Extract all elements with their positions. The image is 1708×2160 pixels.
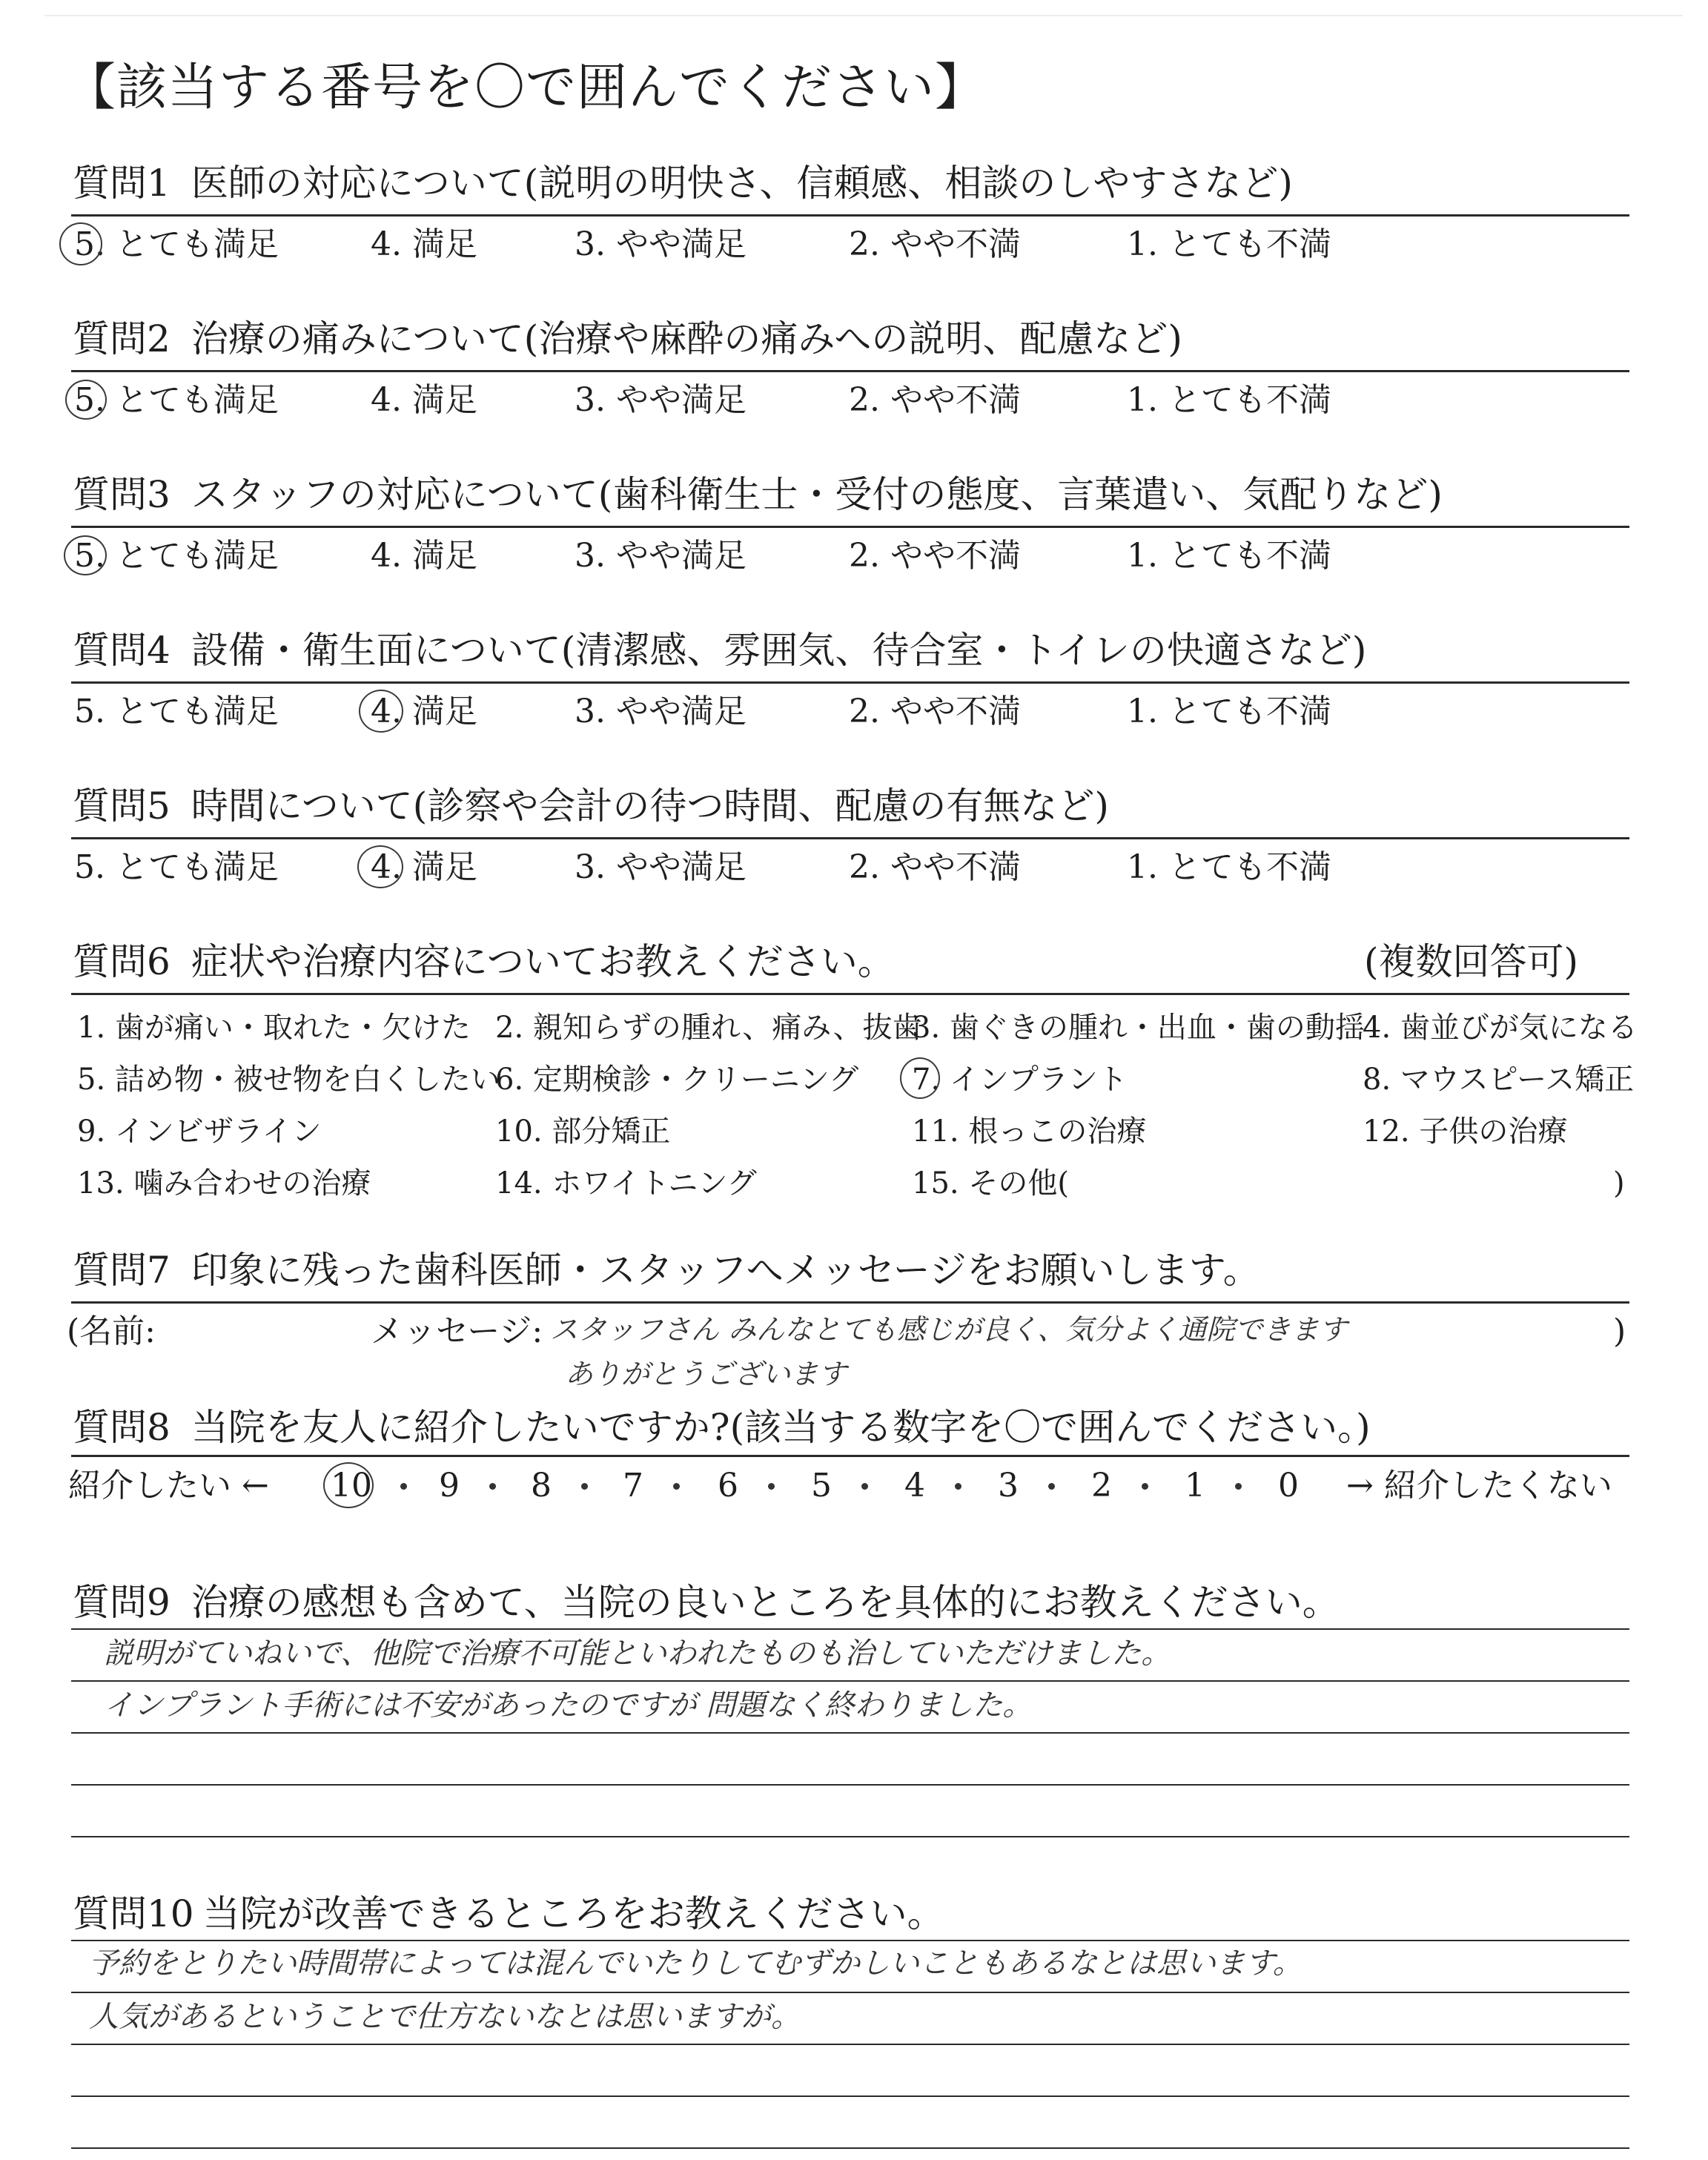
hand-drawn-circle xyxy=(900,1057,940,1099)
top-border xyxy=(44,15,1683,16)
q5-option-1[interactable]: 1. とても不満 xyxy=(1127,848,1331,886)
q6-item-9[interactable]: 9. インビザライン xyxy=(77,1114,322,1149)
q6-item-13[interactable]: 13. 噛み合わせの治療 xyxy=(77,1166,371,1200)
question-number: 質問5 xyxy=(73,785,171,828)
q2-option-4[interactable]: 4. 満足 xyxy=(371,381,477,419)
scale-option-0[interactable]: 0 xyxy=(1278,1467,1299,1505)
question-text: 設備・衛生面について(清潔感、雰囲気、待合室・トイレの快適さなど) xyxy=(191,629,1367,672)
q6-item-15[interactable]: 15. その他( xyxy=(912,1166,1069,1200)
question-number: 質問3 xyxy=(73,473,171,516)
scale-right-label: → 紹介したくない xyxy=(1346,1467,1612,1505)
q1-option-3[interactable]: 3. やや満足 xyxy=(575,225,747,263)
question-number: 質問9 xyxy=(73,1581,171,1624)
question-2-rule xyxy=(71,370,1629,372)
answer-line xyxy=(71,1784,1629,1786)
q3-option-5[interactable]: 5. とても満足 xyxy=(74,537,279,575)
scale-separator xyxy=(768,1483,775,1490)
instruction-header: 【該当する番号を〇で囲んでください】 xyxy=(65,59,987,117)
question-3-rule xyxy=(71,526,1629,528)
scale-option-3[interactable]: 3 xyxy=(998,1467,1019,1505)
q6-item-3[interactable]: 3. 歯ぐきの腫れ・出血・歯の動揺 xyxy=(912,1011,1365,1045)
scale-separator xyxy=(1048,1483,1055,1490)
q6-other-close-paren: ) xyxy=(1613,1166,1625,1200)
message-close-paren: ) xyxy=(1613,1312,1626,1350)
question-10-title xyxy=(73,1892,944,1935)
q1-option-5[interactable]: 5. とても満足 xyxy=(74,225,279,263)
q2-option-1[interactable]: 1. とても不満 xyxy=(1127,381,1331,419)
question-7-rule xyxy=(71,1301,1629,1304)
question-5-title xyxy=(73,785,1109,828)
question-number: 質問8 xyxy=(73,1406,171,1449)
q2-option-2[interactable]: 2. やや不満 xyxy=(849,381,1021,419)
scale-separator xyxy=(1142,1483,1148,1490)
scale-option-6[interactable]: 6 xyxy=(718,1467,738,1505)
q3-option-1[interactable]: 1. とても不満 xyxy=(1127,537,1331,575)
question-text: スタッフの対応について(歯科衛生士・受付の態度、言葉遣い、気配りなど) xyxy=(191,473,1443,516)
scale-separator xyxy=(400,1483,407,1490)
q4-option-5[interactable]: 5. とても満足 xyxy=(74,693,279,730)
scale-separator xyxy=(861,1483,868,1490)
hand-drawn-circle xyxy=(65,380,107,420)
q2-option-5[interactable]: 5. とても満足 xyxy=(74,381,279,419)
scale-option-7[interactable]: 7 xyxy=(623,1467,643,1505)
scale-separator xyxy=(581,1483,588,1490)
q1-option-4[interactable]: 4. 満足 xyxy=(371,225,477,263)
handwritten-answer-line-1: 説明がていねいで、他院で治療不可能といわれたものも治していただけました。 xyxy=(104,1636,1171,1671)
q3-option-4[interactable]: 4. 満足 xyxy=(371,537,477,575)
scale-separator xyxy=(955,1483,961,1490)
question-9-title xyxy=(73,1581,1340,1624)
question-text: 印象に残った歯科医師・スタッフへメッセージをお願いします。 xyxy=(191,1249,1260,1292)
scale-option-2[interactable]: 2 xyxy=(1091,1467,1112,1505)
question-number: 質問10 xyxy=(73,1892,194,1935)
q6-item-11[interactable]: 11. 根っこの治療 xyxy=(912,1114,1147,1149)
question-number: 質問1 xyxy=(73,162,171,205)
question-1-rule xyxy=(71,214,1629,217)
question-text: 医師の対応について(説明の明快さ、信頼感、相談のしやすさなど) xyxy=(191,162,1293,205)
question-text: 当院が改善できるところをお教えください。 xyxy=(202,1892,944,1935)
question-number: 質問6 xyxy=(73,940,171,983)
q6-item-14[interactable]: 14. ホワイトニング xyxy=(495,1166,757,1200)
q6-item-7[interactable]: 7. インプラント xyxy=(912,1063,1128,1097)
handwritten-message-line-1: スタッフさん みんなとても感じが良く、気分よく通院できます xyxy=(550,1313,1348,1346)
q6-item-12[interactable]: 12. 子供の治療 xyxy=(1363,1114,1568,1149)
handwritten-message-line-2: ありがとうございます xyxy=(565,1358,847,1390)
question-4-rule xyxy=(71,681,1629,684)
scale-option-8[interactable]: 8 xyxy=(531,1467,552,1505)
question-text: 治療の痛みについて(治療や麻酔の痛みへの説明、配慮など) xyxy=(191,317,1182,360)
q6-item-1[interactable]: 1. 歯が痛い・取れた・欠けた xyxy=(77,1011,471,1045)
question-4-title xyxy=(73,629,1367,672)
hand-drawn-circle xyxy=(64,535,107,575)
question-number: 質問2 xyxy=(73,317,171,360)
scale-option-5[interactable]: 5 xyxy=(811,1467,832,1505)
answer-line xyxy=(71,2044,1629,2045)
question-text: 症状や治療内容についてお教えください。 xyxy=(191,940,895,983)
q3-option-2[interactable]: 2. やや不満 xyxy=(849,537,1021,575)
scale-separator xyxy=(1235,1483,1242,1490)
hand-drawn-circle xyxy=(357,845,403,888)
q4-option-2[interactable]: 2. やや不満 xyxy=(849,693,1021,730)
question-text: 当院を友人に紹介したいですか?(該当する数字を〇で囲んでください。) xyxy=(191,1406,1371,1449)
question-7-title xyxy=(73,1249,1260,1292)
question-6-rule xyxy=(71,993,1629,995)
scale-left-label: 紹介したい ← xyxy=(68,1467,269,1505)
answer-line xyxy=(71,1628,1629,1630)
q6-item-5[interactable]: 5. 詰め物・被せ物を白くしたい xyxy=(77,1063,500,1097)
q2-option-3[interactable]: 3. やや満足 xyxy=(575,381,747,419)
message-label: メッセージ: xyxy=(371,1312,543,1350)
answer-line xyxy=(71,1992,1629,1993)
q6-item-2[interactable]: 2. 親知らずの腫れ、痛み、抜歯 xyxy=(495,1011,922,1045)
q4-option-4[interactable]: 4. 満足 xyxy=(371,693,477,730)
q4-option-1[interactable]: 1. とても不満 xyxy=(1127,693,1331,730)
answer-line xyxy=(71,1680,1629,1682)
q6-item-8[interactable]: 8. マウスピース矯正 xyxy=(1363,1063,1635,1097)
q1-option-2[interactable]: 2. やや不満 xyxy=(849,225,1021,263)
answer-line xyxy=(71,2147,1629,2149)
handwritten-answer-line-1: 予約をとりたい時間帯によっては混んでいたりしてむずかしいこともあるなとは思います。 xyxy=(89,1946,1302,1981)
scale-option-10[interactable]: 10 xyxy=(331,1467,372,1505)
answer-line xyxy=(71,2095,1629,2097)
scale-separator xyxy=(489,1483,496,1490)
q6-item-4[interactable]: 4. 歯並びが気になる xyxy=(1363,1011,1638,1045)
question-number: 質問4 xyxy=(73,629,171,672)
answer-line xyxy=(71,1732,1629,1734)
q6-item-10[interactable]: 10. 部分矯正 xyxy=(495,1114,671,1149)
hand-drawn-circle xyxy=(359,690,403,733)
question-2-title xyxy=(73,317,1182,360)
question-number: 質問7 xyxy=(73,1249,171,1292)
multiple-answers-note: (複数回答可) xyxy=(1364,940,1579,983)
handwritten-answer-line-2: 人気があるということで仕方ないなとは思いますが。 xyxy=(89,2000,801,2034)
q4-option-3[interactable]: 3. やや満足 xyxy=(575,693,747,730)
question-5-rule xyxy=(71,837,1629,839)
question-text: 治療の感想も含めて、当院の良いところを具体的にお教えください。 xyxy=(191,1581,1340,1624)
handwritten-answer-line-2: インプラント手術には不安があったのですが 問題なく終わりました。 xyxy=(104,1688,1033,1723)
answer-line xyxy=(71,1940,1629,1941)
question-8-rule xyxy=(71,1455,1629,1457)
scale-option-4[interactable]: 4 xyxy=(904,1467,925,1505)
question-1-title xyxy=(73,162,1293,205)
scale-option-1[interactable]: 1 xyxy=(1185,1467,1205,1505)
q5-option-5[interactable]: 5. とても満足 xyxy=(74,848,279,886)
question-3-title xyxy=(73,473,1443,516)
q5-option-2[interactable]: 2. やや不満 xyxy=(849,848,1021,886)
scale-option-9[interactable]: 9 xyxy=(439,1467,460,1505)
question-text: 時間について(診察や会計の待つ時間、配慮の有無など) xyxy=(191,785,1109,828)
q3-option-3[interactable]: 3. やや満足 xyxy=(575,537,747,575)
q1-option-1[interactable]: 1. とても不満 xyxy=(1127,225,1331,263)
question-6-title xyxy=(73,940,895,983)
name-label: (名前: xyxy=(67,1312,156,1350)
hand-drawn-circle xyxy=(323,1462,374,1508)
hand-drawn-circle xyxy=(59,222,102,265)
answer-line xyxy=(71,1836,1629,1837)
q5-option-3[interactable]: 3. やや満足 xyxy=(575,848,747,886)
scale-separator xyxy=(673,1483,680,1490)
q6-item-6[interactable]: 6. 定期検診・クリーニング xyxy=(495,1063,859,1097)
q5-option-4[interactable]: 4. 満足 xyxy=(371,848,477,886)
question-8-title xyxy=(73,1406,1371,1449)
